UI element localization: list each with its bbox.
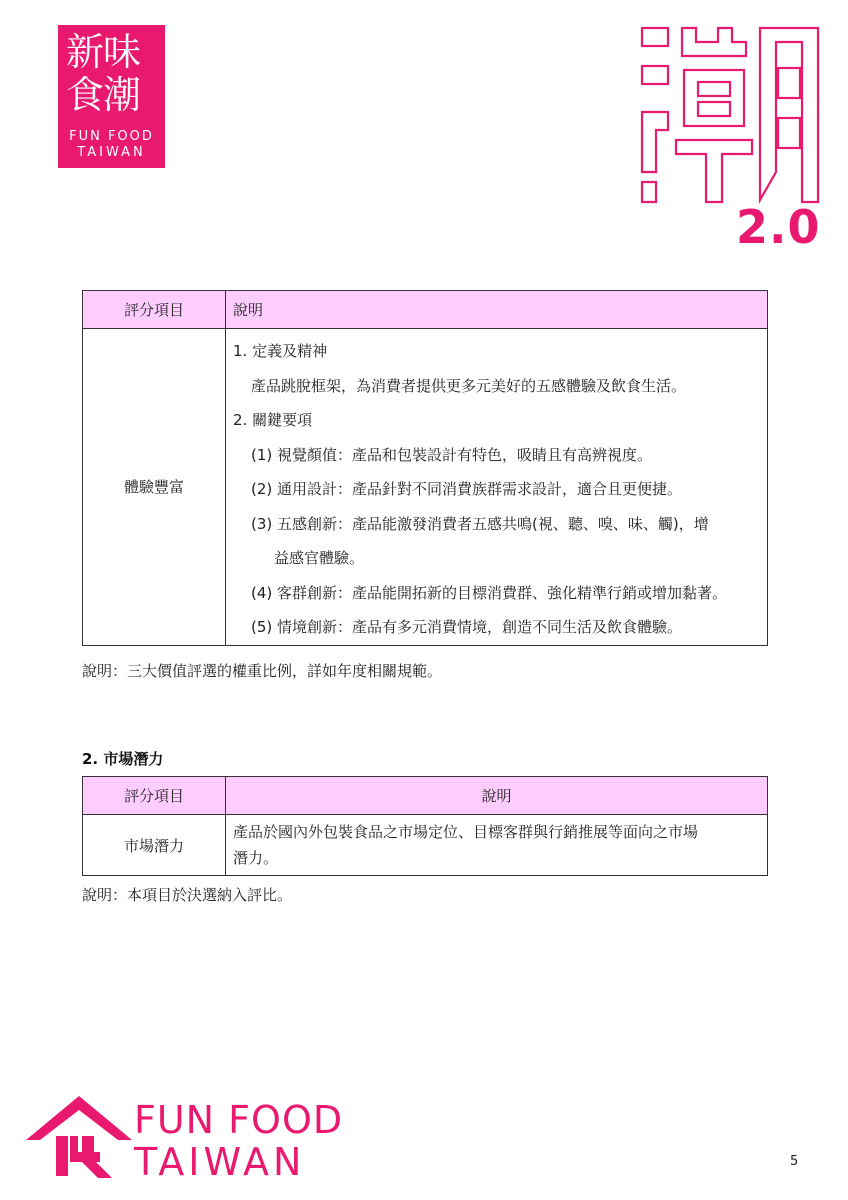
logo-chinese-text: 新味食潮 [66, 30, 141, 117]
section-heading-market-potential: 2. 市場潛力 [82, 750, 164, 768]
page-number: 5 [790, 1154, 799, 1169]
final-selection-note: 說明：本項目於決選納入評比。 [82, 886, 293, 904]
description-cell [226, 815, 768, 876]
version-label: 2.0 [736, 200, 821, 254]
definition-text: 產品跳脫框架，為消費者提供更多元美好的五感體驗及飲食生活。 [251, 376, 687, 395]
header-desc-cell: 說明 [226, 777, 768, 815]
footer-brand-line1: FUN FOOD [134, 1098, 344, 1142]
logo-english-line2: TAIWAN [77, 145, 146, 160]
key-point-5: (5) 情境創新：產品有多元消費情境，創造不同生活及飲食體驗。 [251, 618, 683, 636]
key-point-4: (4) 客群創新：產品能開拓新的目標消費群、強化精準行銷或增加黏著。 [251, 583, 728, 602]
table-header-row [83, 777, 768, 815]
table-row [83, 815, 768, 876]
table-header-row [83, 291, 768, 329]
item-cell: 市場潛力 [83, 815, 226, 876]
chao-glyph-decoration [636, 22, 826, 212]
criteria-table-market [82, 776, 768, 876]
house-fork-logo-icon [26, 1096, 132, 1178]
header-item-cell: 評分項目 [83, 291, 226, 329]
description-line-2: 潛力。 [233, 849, 279, 867]
key-points-heading: 2. 關鍵要項 [233, 411, 313, 429]
key-point-2: (2) 通用設計：產品針對不同消費族群需求設計，適合且更便捷。 [251, 480, 683, 498]
weighting-note: 說明：三大價值評選的權重比例，詳如年度相關規範。 [82, 662, 443, 680]
criteria-table-experience [82, 290, 768, 646]
description-line-1: 產品於國內外包裝食品之市場定位、目標客群與行銷推展等面向之市場 [233, 823, 699, 841]
header-desc-cell: 說明 [226, 291, 768, 329]
fun-food-taiwan-logo [58, 25, 165, 168]
logo-english-line1: FUN FOOD [69, 129, 154, 144]
definition-heading: 1. 定義及精神 [233, 342, 328, 360]
footer-brand-line2: TAIWAN [134, 1140, 306, 1184]
key-point-1: (1) 視覺顏值：產品和包裝設計有特色，吸睛且有高辨視度。 [251, 445, 653, 464]
key-point-3: (3) 五感創新：產品能激發消費者五感共鳴(視、聽、嗅、味、觸)，增 [251, 514, 709, 533]
header-item-cell: 評分項目 [83, 777, 226, 815]
description-cell [226, 329, 768, 646]
key-point-3-continued: 益感官體驗。 [274, 549, 365, 567]
table-row [83, 329, 768, 646]
item-cell: 體驗豐富 [83, 329, 226, 646]
